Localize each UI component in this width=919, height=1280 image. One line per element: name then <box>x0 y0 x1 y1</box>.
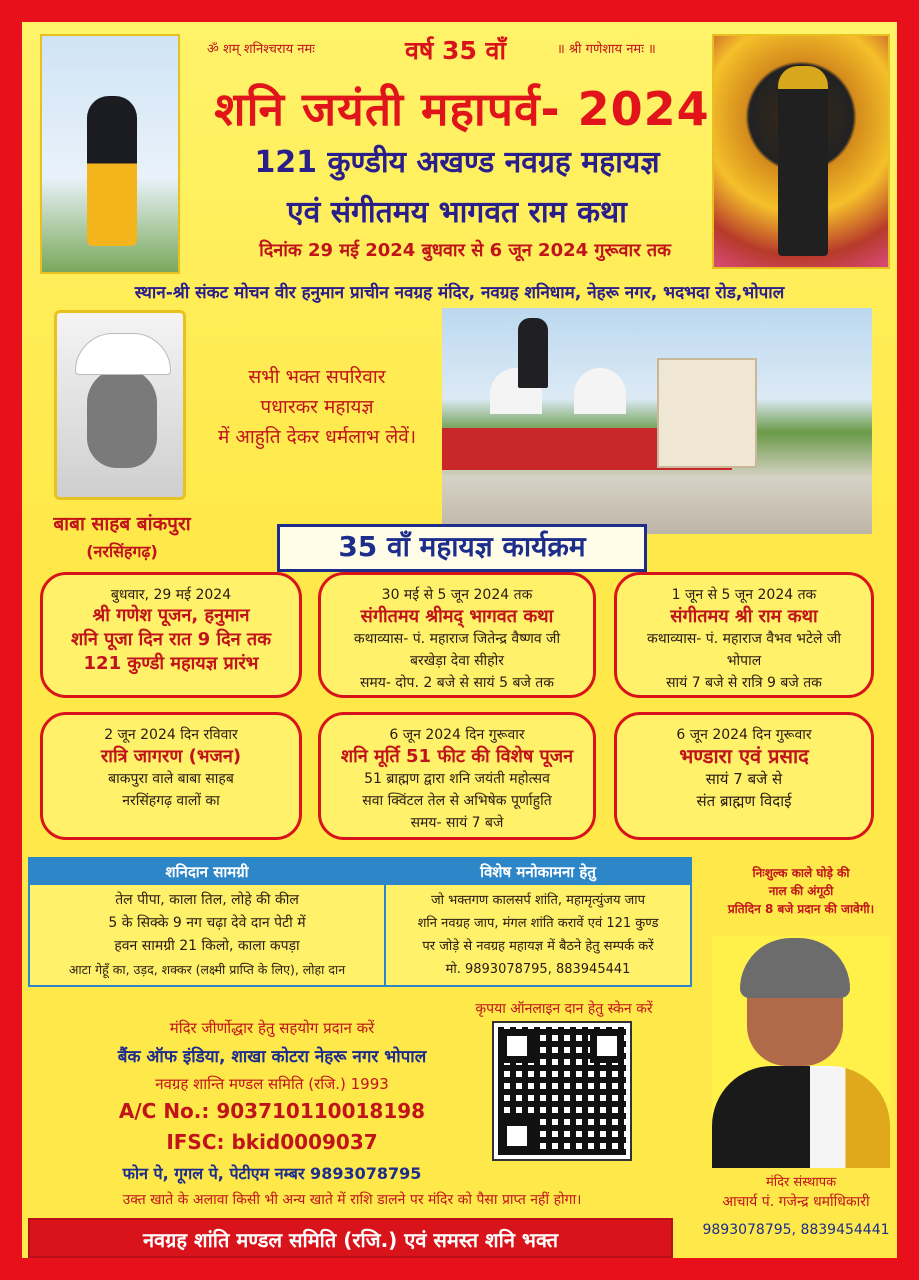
program-card <box>318 712 596 840</box>
mantra-right: ॥ श्री गणेशाय नमः ॥ <box>557 42 656 57</box>
table-row: मो. 9893078795, 883945441 <box>445 962 631 977</box>
invite-line: सभी भक्त सपरिवार <box>248 366 386 388</box>
card-line: सवा क्विंटल तेल से अभिषेक पूर्णाहुति <box>362 793 552 809</box>
card-date: 2 जून 2024 दिन रविवार <box>104 727 238 743</box>
card-date: 1 जून से 5 जून 2024 तक <box>671 587 817 603</box>
account-warning: उक्त खाते के अलावा किसी भी अन्य खाते में राशि डालने पर मंदिर को पैसा प्राप्त नहीं होगा। <box>122 1192 582 1208</box>
donation-materials-table <box>28 857 386 987</box>
card-line: संत ब्राह्मण विदाई <box>696 792 792 810</box>
table-row: शनि नवग्रह जाप, मंगल शांति करावें एवं 121 कुण्ड <box>417 916 659 931</box>
card-line: सायं 7 बजे से <box>705 770 783 788</box>
program-card <box>318 572 596 698</box>
card-line: बरखेड़ा देवा सीहोर <box>410 653 504 669</box>
note-line: नाल की अंगूठी <box>768 884 834 898</box>
invite-line: पधारकर महायज्ञ <box>260 396 374 418</box>
program-title: 35 वाँ महायज्ञ कार्यक्रम <box>277 524 647 572</box>
account-number: A/C No.: 903710110018198 <box>118 1099 426 1123</box>
account-holder: नवग्रह शान्ति मण्डल समिति (रजि.) 1993 <box>155 1075 389 1093</box>
card-line: नरसिंहगढ़ वालों का <box>122 793 220 809</box>
founder-name: आचार्य पं. गजेन्द्र धर्माधिकारी <box>722 1194 870 1210</box>
card-line: भोपाल <box>726 653 762 669</box>
note-line: प्रतिदिन 8 बजे प्रदान की जावेगी। <box>727 902 875 916</box>
card-line: समय- दोप. 2 बजे से सायं 5 बजे तक <box>359 675 555 691</box>
founder-phone: 9893078795, 8839454441 <box>702 1222 890 1238</box>
card-line: 51 ब्राह्मण द्वारा शनि जयंती महोत्सव <box>364 771 550 787</box>
event-dates: दिनांक 29 मई 2024 बुधवार से 6 जून 2024 गुरूवार तक <box>259 240 671 261</box>
venue: स्थान-श्री संकट मोचन वीर हनुमान प्राचीन नवग्रह मंदिर, नवग्रह शनिधाम, नेहरू नगर, भदभदा रोड,भोपाल <box>134 283 785 303</box>
subtitle-2: एवं संगीतमय भागवत राम कथा <box>287 195 627 230</box>
table-row: तेल पीपा, काला तिल, लोहे की कील <box>115 892 299 908</box>
special-wishes-table <box>384 857 692 987</box>
program-card <box>614 712 874 840</box>
bank-appeal: मंदिर जीर्णोद्धार हेतु सहयोग प्रदान करें <box>169 1019 375 1037</box>
card-line: बाकपुरा वाले बाबा साहब <box>108 771 234 787</box>
card-line: सायं 7 बजे से रात्रि 9 बजे तक <box>666 675 822 691</box>
card-date: 6 जून 2024 दिन गुरूवार <box>676 727 812 743</box>
table-header: विशेष मनोकामना हेतु <box>386 859 690 885</box>
card-heading: संगीतमय श्रीमद् भागवत कथा <box>360 606 554 627</box>
program-card <box>614 572 874 698</box>
shani-idol-image <box>40 34 180 274</box>
founder-role: मंदिर संस्थापक <box>765 1175 837 1190</box>
program-card <box>40 712 302 840</box>
card-line: 121 कुण्डी महायज्ञ प्रारंभ <box>83 653 259 674</box>
card-date: 30 मई से 5 जून 2024 तक <box>381 587 533 603</box>
page-title: शनि जयंती महापर्व- 2024 <box>214 82 710 136</box>
table-header: शनिदान सामग्री <box>30 859 384 885</box>
ram-idol-image <box>712 34 890 269</box>
founder-photo <box>712 936 890 1168</box>
bank-name: बैंक ऑफ इंडिया, शाखा कोटरा नेहरू नगर भोपाल <box>117 1047 427 1067</box>
table-row: आटा गेहूँ का, उड़द, शक्कर (लक्ष्मी प्राप्ति के लिए), लोहा दान <box>68 962 346 977</box>
card-heading: रात्रि जागरण (भजन) <box>100 746 242 767</box>
invite-line: में आहुति देकर धर्मलाभ लेवें। <box>217 426 417 448</box>
card-heading: भण्डारा एवं प्रसाद <box>679 744 809 768</box>
ifsc-code: IFSC: bkid0009037 <box>166 1130 378 1154</box>
footer-banner: नवग्रह शांति मण्डल समिति (रजि.) एवं समस्त शनि भक्त <box>28 1218 673 1258</box>
note-line: निःशुल्क काले घोड़े की <box>752 866 850 880</box>
table-row: जो भक्तगण कालसर्प शांति, महामृत्युंजय जाप <box>430 893 646 908</box>
baba-name: बाबा साहब बांकपुरा <box>53 513 191 535</box>
table-row: हवन सामग्री 21 किलो, काला कपड़ा <box>114 938 300 954</box>
card-line: समय- सायं 7 बजे <box>410 815 504 831</box>
card-line: कथाव्यास- पं. महाराज वैभव भटेले जी <box>646 631 841 647</box>
baba-photo <box>54 310 186 500</box>
mantra-left: ॐ शम् शनिश्चराय नमः <box>207 42 315 57</box>
scan-instruction: कृपया ऑनलाइन दान हेतु स्केन करें <box>475 1001 653 1017</box>
temple-photo <box>442 308 872 534</box>
card-line: शनि पूजा दिन रात 9 दिन तक <box>70 629 272 650</box>
invite-text <box>212 362 422 452</box>
table-row: पर जोड़े से नवग्रह महायज्ञ में बैठने हेतु सम्पर्क करें <box>422 939 654 954</box>
card-heading: शनि मूर्ति 51 फीट की विशेष पूजन <box>340 746 574 767</box>
table-row: 5 के सिक्के 9 नग चढ़ा देवे दान पेटी में <box>108 915 306 931</box>
card-heading: संगीतमय श्री राम कथा <box>670 606 818 627</box>
card-date: 6 जून 2024 दिन गुरूवार <box>389 727 525 743</box>
payment-apps: फोन पे, गूगल पे, पेटीएम नम्बर 9893078795 <box>122 1164 422 1183</box>
program-card <box>40 572 302 698</box>
card-line: श्री गणेश पूजन, हनुमान <box>92 605 250 626</box>
qr-code[interactable] <box>494 1023 630 1159</box>
card-line: कथाव्यास- पं. महाराज जितेन्द्र वैष्णव जी <box>353 631 561 647</box>
baba-place: (नरसिंहगढ़) <box>86 542 158 561</box>
free-ring-note <box>712 864 890 918</box>
subtitle-1: 121 कुण्डीय अखण्ड नवग्रह महायज्ञ <box>254 145 660 180</box>
card-date: बुधवार, 29 मई 2024 <box>110 587 232 603</box>
year-label: वर्ष 35 वाँ <box>405 36 506 65</box>
